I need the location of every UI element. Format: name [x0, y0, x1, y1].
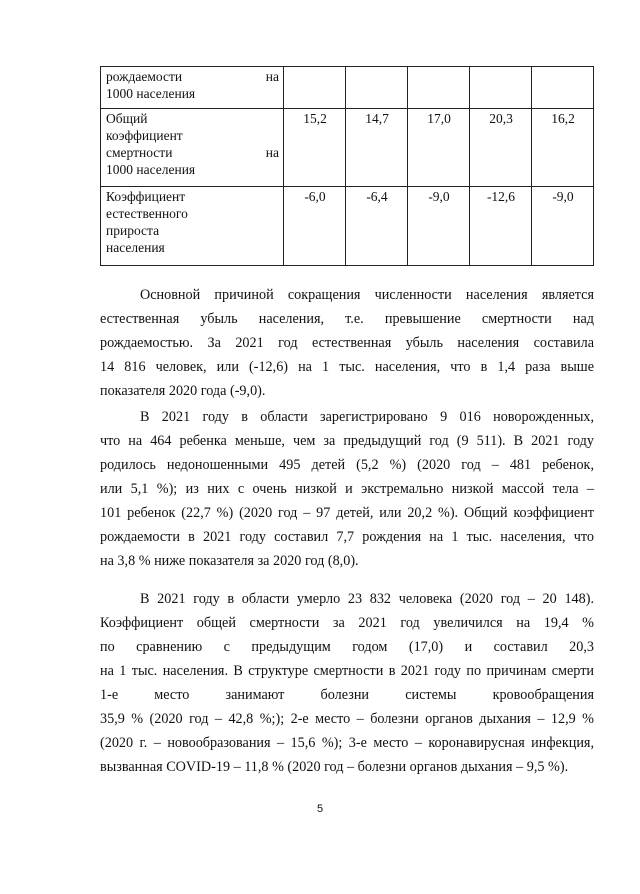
table-cell: -6,4: [346, 187, 408, 266]
demographics-table: [100, 66, 594, 266]
table-cell: -12,6: [470, 187, 532, 266]
table-cell: 20,3: [470, 109, 532, 187]
table-cell: [346, 67, 408, 109]
table-cell: 17,0: [408, 109, 470, 187]
table-cell: -6,0: [284, 187, 346, 266]
table-row: [101, 109, 594, 187]
page-number: 5: [316, 803, 324, 815]
row-label: Общий коэффициент смертности на 1000 населения: [101, 109, 284, 187]
paragraph-mortality: В 2021 году в области умерло 23 832 человека (2020 год – 20 148). Коэффициент общей смертности за 2021 год увеличился на 19,4 % по сравнению с предыдущим годом (17,0) и составил 20,3 на 1 тыс. населения. В структуре смертности в 2021 году по причинам смерти 1-е место занимают болезни системы кровообращения 35,9 % (2020 год – 42,8 %;); 2-е место – болезни органов дыхания – 12,9 % (2020 г. – новообразования – 15,6 %); 3-е место – коронавирусная инфекция, вызванная COVID-19 – 11,8 % (2020 год – болезни органов дыхания – 9,5 %).: [100, 591, 594, 775]
table-cell: 15,2: [284, 109, 346, 187]
table-cell: -9,0: [408, 187, 470, 266]
table-row: [101, 67, 594, 109]
table-cell: 16,2: [532, 109, 594, 187]
table-cell: -9,0: [532, 187, 594, 266]
table-cell: 14,7: [346, 109, 408, 187]
table-row: [101, 187, 594, 266]
table-cell: [408, 67, 470, 109]
table-cell: [532, 67, 594, 109]
paragraph-births: В 2021 году в области зарегистрировано 9 016 новорожденных, что на 464 ребенка меньше, чем за предыдущий год (9 511). В 2021 году родилось недоношенными 495 детей (5,2 %) (2020 год – 481 ребенок, или 5,1 %); из них с очень низкой и экстремально низкой массой тела – 101 ребенок (22,7 %) (2020 год – 97 детей, или 20,2 %). Общий коэффициент рождаемости в 2021 году составил 7,7 рождения на 1 тыс. населения, что на 3,8 % ниже показателя за 2020 год (8,0).: [100, 409, 594, 569]
row-label: рождаемости на 1000 населения: [101, 67, 284, 109]
table-cell: [470, 67, 532, 109]
row-label: Коэффициент естественного прироста населения: [101, 187, 284, 266]
table-cell: [284, 67, 346, 109]
paragraph-natural-decline: Основной причиной сокращения численности населения является естественная убыль населения, т.е. превышение смертности над рождаемостью. За 2021 год естественная убыль населения составила 14 816 человек, или (-12,6) на 1 тыс. населения, что в 1,4 раза выше показателя 2020 года (-9,0).: [100, 287, 594, 399]
